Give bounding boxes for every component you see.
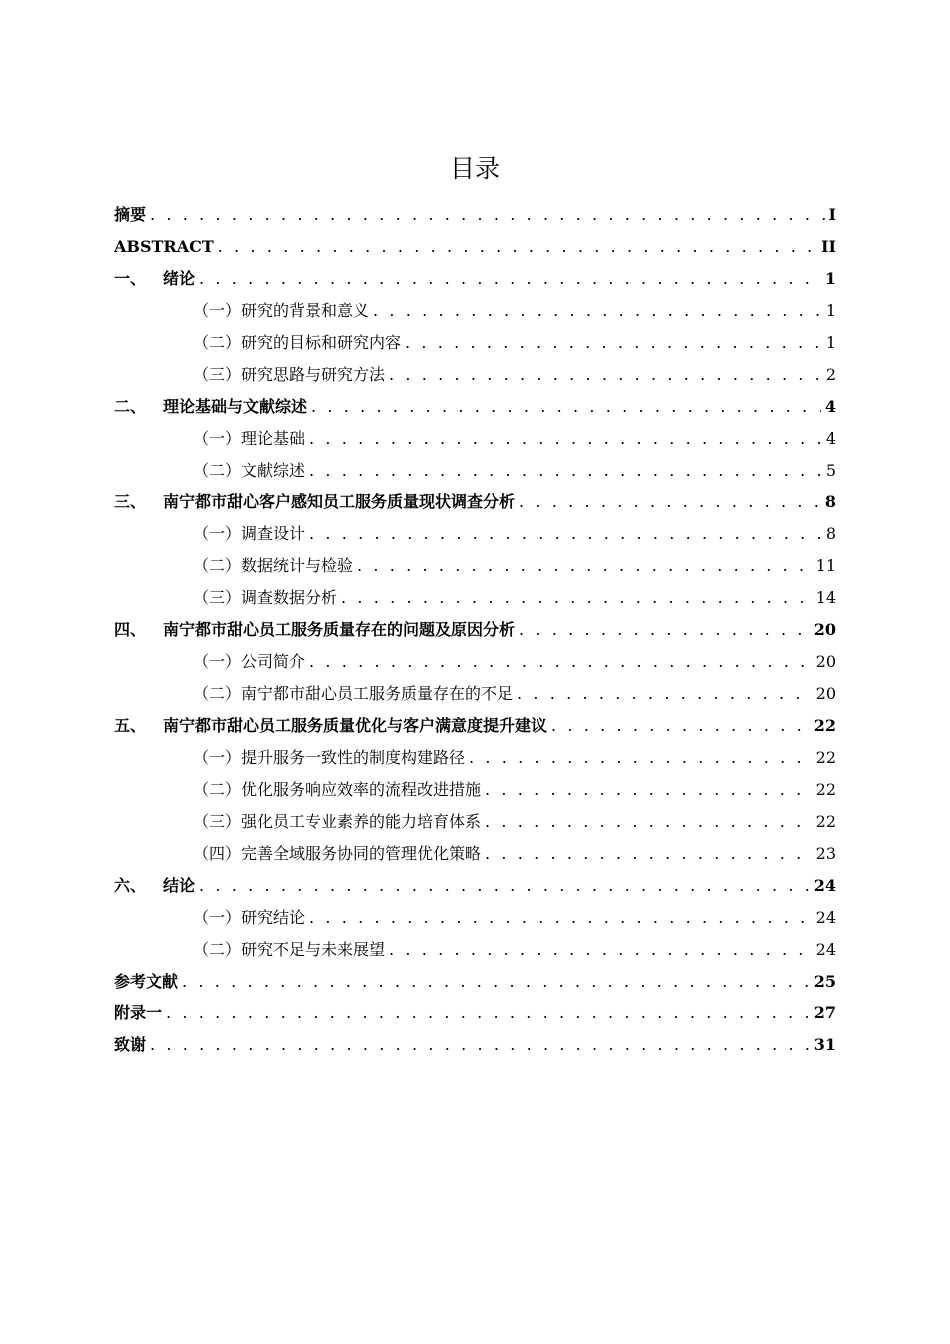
toc-entry-page-number: 20: [813, 620, 836, 640]
toc-entry-label: （二）南宁都市甜心员工服务质量存在的不足: [193, 684, 514, 704]
dot-leader: [199, 870, 810, 902]
toc-entry-number: 四、: [114, 620, 147, 640]
toc-entry-page-number: 24: [815, 939, 836, 959]
toc-entry-label: 绪论: [163, 268, 196, 288]
toc-entry[interactable]: [114, 263, 836, 295]
toc-entry-label: （二）数据统计与检验: [193, 556, 354, 576]
toc-entry[interactable]: [114, 902, 836, 934]
toc-entry[interactable]: [114, 966, 836, 998]
toc-entry[interactable]: [114, 582, 836, 614]
toc-entry-label: （一）调查设计: [193, 524, 306, 544]
toc-entry-page-number: 1: [825, 332, 836, 352]
toc-entry[interactable]: [114, 678, 836, 710]
toc-entry-label: （三）强化员工专业素养的能力培育体系: [193, 811, 482, 831]
toc-entry-label: 摘要: [114, 205, 147, 224]
toc-entry-page-number: 22: [815, 779, 836, 799]
toc-entry[interactable]: [114, 806, 836, 838]
page-title: 目录: [449, 154, 500, 183]
toc-entry-page-number: 5: [825, 460, 836, 480]
dot-leader: [166, 997, 810, 1029]
dot-leader: [309, 902, 812, 934]
toc-entry-label: （一）研究结论: [193, 907, 306, 927]
toc-entry[interactable]: [114, 486, 836, 518]
toc-entry-page-number: 11: [815, 556, 836, 576]
toc-entry-label: 附录一: [114, 1003, 163, 1023]
toc-entry[interactable]: [114, 327, 836, 359]
toc-entry[interactable]: [114, 997, 836, 1029]
toc-entry-page-number: 1: [824, 268, 836, 288]
toc-entry-label: （三）调查数据分析: [193, 588, 338, 608]
dot-leader: [373, 295, 822, 327]
toc-entry[interactable]: [114, 231, 836, 263]
toc-entry[interactable]: [114, 838, 836, 870]
dot-leader: [311, 391, 821, 423]
toc-entry[interactable]: [114, 774, 836, 806]
toc-entry-label: 致谢: [114, 1035, 147, 1055]
toc-entry[interactable]: [114, 614, 836, 646]
toc-entry[interactable]: [114, 199, 836, 231]
dot-leader: [341, 582, 812, 614]
dot-leader: [150, 1029, 810, 1061]
toc-entry-label: 结论: [163, 875, 196, 895]
toc-entry[interactable]: [114, 934, 836, 966]
toc-entry[interactable]: [114, 550, 836, 582]
toc-entry[interactable]: [114, 359, 836, 391]
toc-entry-label: （一）提升服务一致性的制度构建路径: [193, 747, 466, 767]
toc-entry[interactable]: [114, 1029, 836, 1061]
toc-entry-page-number: 4: [824, 396, 836, 416]
toc-entry[interactable]: [114, 295, 836, 327]
dot-leader: [485, 806, 812, 838]
toc-entry[interactable]: [114, 710, 836, 742]
dot-leader: [519, 614, 810, 646]
toc-entry-label: 南宁都市甜心员工服务质量存在的问题及原因分析: [163, 620, 516, 640]
toc-entry-label: 理论基础与文献综述: [163, 396, 308, 416]
toc-entry-page-number: 23: [815, 843, 836, 863]
dot-leader: [485, 838, 812, 870]
toc-entry-label: （二）研究的目标和研究内容: [193, 332, 402, 352]
dot-leader: [309, 646, 812, 678]
toc-entry-label: （一）公司简介: [193, 652, 306, 672]
dot-leader: [389, 359, 822, 391]
toc-entry[interactable]: [114, 423, 836, 455]
dot-leader: [309, 518, 822, 550]
dot-leader: [150, 199, 825, 231]
dot-leader: [389, 934, 812, 966]
toc-entry-page-number: 22: [815, 747, 836, 767]
toc-entry-label: 南宁都市甜心员工服务质量优化与客户满意度提升建议: [163, 716, 548, 735]
dot-leader: [485, 774, 812, 806]
dot-leader: [517, 678, 812, 710]
toc-entry-page-number: 8: [824, 492, 836, 512]
dot-leader: [309, 423, 822, 455]
dot-leader: [551, 710, 810, 742]
dot-leader: [405, 327, 822, 359]
toc-entry[interactable]: [114, 870, 836, 902]
toc-entry-page-number: I: [828, 205, 836, 224]
toc-entry[interactable]: [114, 646, 836, 678]
toc-entry-page-number: II: [821, 236, 836, 256]
toc-entry-page-number: 20: [815, 684, 836, 704]
toc-entry-page-number: 4: [825, 428, 836, 448]
toc-entry-page-number: 14: [815, 588, 836, 608]
dot-leader: [469, 742, 812, 774]
toc-entry-page-number: 22: [815, 811, 836, 831]
dot-leader: [199, 263, 821, 295]
toc-entry[interactable]: [114, 518, 836, 550]
dot-leader: [309, 455, 822, 487]
toc-entry-label: （四）完善全域服务协同的管理优化策略: [193, 843, 482, 863]
toc-entry-number: 三、: [114, 492, 147, 512]
toc-entry-number: 一、: [114, 268, 147, 288]
toc-entry-page-number: 24: [815, 907, 836, 927]
dot-leader: [519, 486, 821, 518]
toc-entry-number: 五、: [114, 716, 147, 735]
toc-entry-page-number: 20: [815, 652, 836, 672]
toc-entry-label: ABSTRACT: [114, 236, 214, 256]
toc-entry-page-number: 31: [813, 1035, 836, 1055]
toc-entry-page-number: 8: [825, 524, 836, 544]
dot-leader: [182, 966, 810, 998]
toc-entry-page-number: 27: [813, 1003, 836, 1023]
toc-entry[interactable]: [114, 455, 836, 487]
toc-entry-number: 六、: [114, 875, 147, 895]
toc-entry-label: （二）文献综述: [193, 460, 306, 480]
toc-entry[interactable]: [114, 742, 836, 774]
toc-entry-label: （一）理论基础: [193, 428, 306, 448]
dot-leader: [357, 550, 812, 582]
toc-entry-label: （三）研究思路与研究方法: [193, 364, 386, 384]
toc-entry[interactable]: [114, 391, 836, 423]
toc-entry-number: 二、: [114, 396, 147, 416]
toc-entry-label: （二）研究不足与未来展望: [193, 939, 386, 959]
toc-entry-page-number: 25: [813, 971, 836, 991]
table-of-contents: [114, 199, 836, 1061]
toc-entry-page-number: 22: [813, 716, 836, 735]
toc-entry-label: 南宁都市甜心客户感知员工服务质量现状调查分析: [163, 492, 516, 512]
toc-entry-label: （一）研究的背景和意义: [193, 300, 370, 320]
toc-entry-label: （二）优化服务响应效率的流程改进措施: [193, 779, 482, 799]
toc-entry-page-number: 1: [825, 300, 836, 320]
toc-entry-page-number: 24: [813, 875, 836, 895]
dot-leader: [218, 231, 817, 263]
toc-entry-page-number: 2: [825, 364, 836, 384]
toc-entry-label: 参考文献: [114, 971, 179, 991]
